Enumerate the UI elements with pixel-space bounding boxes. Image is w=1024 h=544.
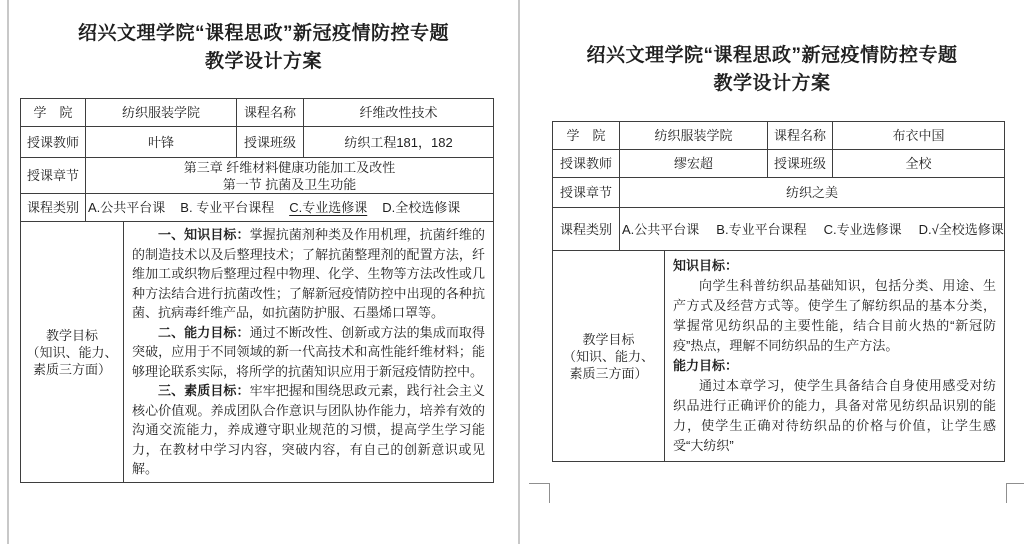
table-row	[553, 208, 1005, 251]
table-row	[553, 178, 1005, 208]
objectives-content	[665, 251, 1005, 462]
chapter-value: 纺织之美	[620, 178, 1005, 208]
objectives-label-line2: （知识、能力、	[562, 348, 654, 364]
knowledge-objective-heading: 知识目标：	[673, 258, 739, 273]
ability-objective-body: 通过不断改性、创新或方法的集成而取得突破，应用于不同领域的新一代高技术和高性能纤维材料；能够理论联系实际，将所学的抗菌知识应用于新冠疫情防控中。	[132, 324, 486, 379]
objectives-label-line2: （知识、能力、	[26, 344, 118, 360]
teacher-value: 叶锋	[86, 127, 237, 158]
quality-objective	[132, 381, 485, 479]
text-boundary-corner-mark-right	[1006, 483, 1024, 503]
teacher-label: 授课教师	[21, 127, 86, 158]
category-options	[620, 208, 1005, 251]
objectives-label	[21, 222, 124, 483]
table-row	[21, 127, 494, 158]
category-options	[86, 194, 494, 222]
objectives-label	[553, 251, 665, 462]
college-value: 纺织服装学院	[86, 99, 237, 127]
course-info-table-1	[20, 98, 494, 483]
course-name-label: 课程名称	[768, 122, 833, 150]
class-value: 纺织工程181，182	[304, 127, 494, 158]
chapter-label: 授课章节	[553, 178, 620, 208]
page-1[interactable]	[9, 0, 518, 544]
category-option-d-checked: D.√全校选修课	[918, 221, 1004, 237]
teacher-value: 缪宏超	[620, 150, 768, 178]
table-row	[21, 222, 494, 483]
knowledge-objective-heading: 一、知识目标：	[158, 227, 250, 243]
class-label: 授课班级	[237, 127, 304, 158]
chapter-value	[86, 158, 494, 194]
title-line-2: 教学设计方案	[713, 73, 831, 94]
objectives-label-line3: 素质三方面）	[569, 365, 648, 381]
chapter-line-1: 第三章 纤维材料健康功能加工及改性	[183, 159, 396, 175]
table-row	[21, 158, 494, 194]
knowledge-objective-body: 向学生科普纺织品基础知识，包括分类、用途、生产方式及经营方式等。使学生了解纺织品的基本分类，掌握常见纺织品的主要性能，结合目前火热的“新冠防疫”热点，理解不同纺织品的生产方法。	[673, 278, 997, 353]
table-row	[553, 122, 1005, 150]
table-row	[553, 150, 1005, 178]
page-1-title	[9, 0, 518, 76]
course-name-label: 课程名称	[237, 99, 304, 127]
class-label: 授课班级	[768, 150, 833, 178]
category-label: 课程类别	[553, 208, 620, 251]
category-option-c: C.专业选修课	[823, 221, 902, 237]
title-line-1: 绍兴文理学院“课程思政”新冠疫情防控专题	[77, 23, 449, 44]
category-option-c-selected: C.专业选修课	[289, 200, 368, 215]
objectives-label-line3: 素质三方面）	[32, 361, 111, 377]
ability-objective	[132, 323, 485, 382]
ability-objective-body: 通过本章学习，使学生具备结合自身使用感受对纺织品进行正确评价的能力，具备对常见纺织品识别的能力，使学生正确对待纺织品的价格与价值，让学生感受“大纺织”	[673, 378, 997, 453]
objectives-content	[124, 222, 494, 483]
table-row	[553, 251, 1005, 462]
knowledge-objective-body: 掌握抗菌剂种类及作用机理，抗菌纤维的的制造技术以及后整理技术；了解抗菌整理剂的配置方法，纤维加工或织物后整理过程中物理、化学、生物等方法改性或几种方法结合进行抗菌改性；了解新冠疫情防控中出现的各种抗菌、抗病毒纤维产品，如抗菌防护服、石墨烯口罩等。	[132, 227, 486, 321]
objectives-label-line1: 教学目标	[45, 327, 98, 343]
page-2[interactable]	[520, 0, 1024, 544]
course-info-table-2	[552, 121, 1005, 462]
title-line-2: 教学设计方案	[204, 51, 322, 72]
category-option-b: B. 专业平台课程	[180, 200, 275, 215]
page-2-title	[520, 0, 1024, 98]
category-label: 课程类别	[21, 194, 86, 222]
ability-objective-heading: 二、能力目标：	[158, 324, 250, 340]
category-option-d: D.全校选修课	[382, 200, 461, 215]
table-row	[21, 99, 494, 127]
college-label: 学 院	[553, 122, 620, 150]
class-value: 全校	[833, 150, 1005, 178]
category-option-a: A.公共平台课	[622, 221, 700, 237]
ability-objective-heading: 能力目标：	[673, 358, 739, 373]
title-line-1: 绍兴文理学院“课程思政”新冠疫情防控专题	[586, 45, 958, 66]
table-row	[21, 194, 494, 222]
text-boundary-corner-mark-left	[529, 483, 550, 503]
category-option-b: B.专业平台课程	[716, 221, 807, 237]
chapter-line-2: 第一节 抗菌及卫生功能	[222, 176, 357, 192]
chapter-label: 授课章节	[21, 158, 86, 194]
college-label: 学 院	[21, 99, 86, 127]
course-name-value: 布衣中国	[833, 122, 1005, 150]
college-value: 纺织服装学院	[620, 122, 768, 150]
objectives-label-line1: 教学目标	[582, 331, 635, 347]
quality-objective-heading: 三、素质目标：	[158, 383, 250, 399]
category-option-a: A.公共平台课	[88, 200, 166, 215]
teacher-label: 授课教师	[553, 150, 620, 178]
course-name-value: 纤维改性技术	[304, 99, 494, 127]
knowledge-objective	[132, 225, 485, 323]
quality-objective-body: 牢牢把握和围绕思政元素，践行社会主义核心价值观。养成团队合作意识与团队协作能力，培养有效的沟通交流能力，养成遵守职业规范的习惯，提高学生学习能力，在教材中学习内容，突破内容，有自己的创新意识或见解。	[132, 383, 486, 477]
